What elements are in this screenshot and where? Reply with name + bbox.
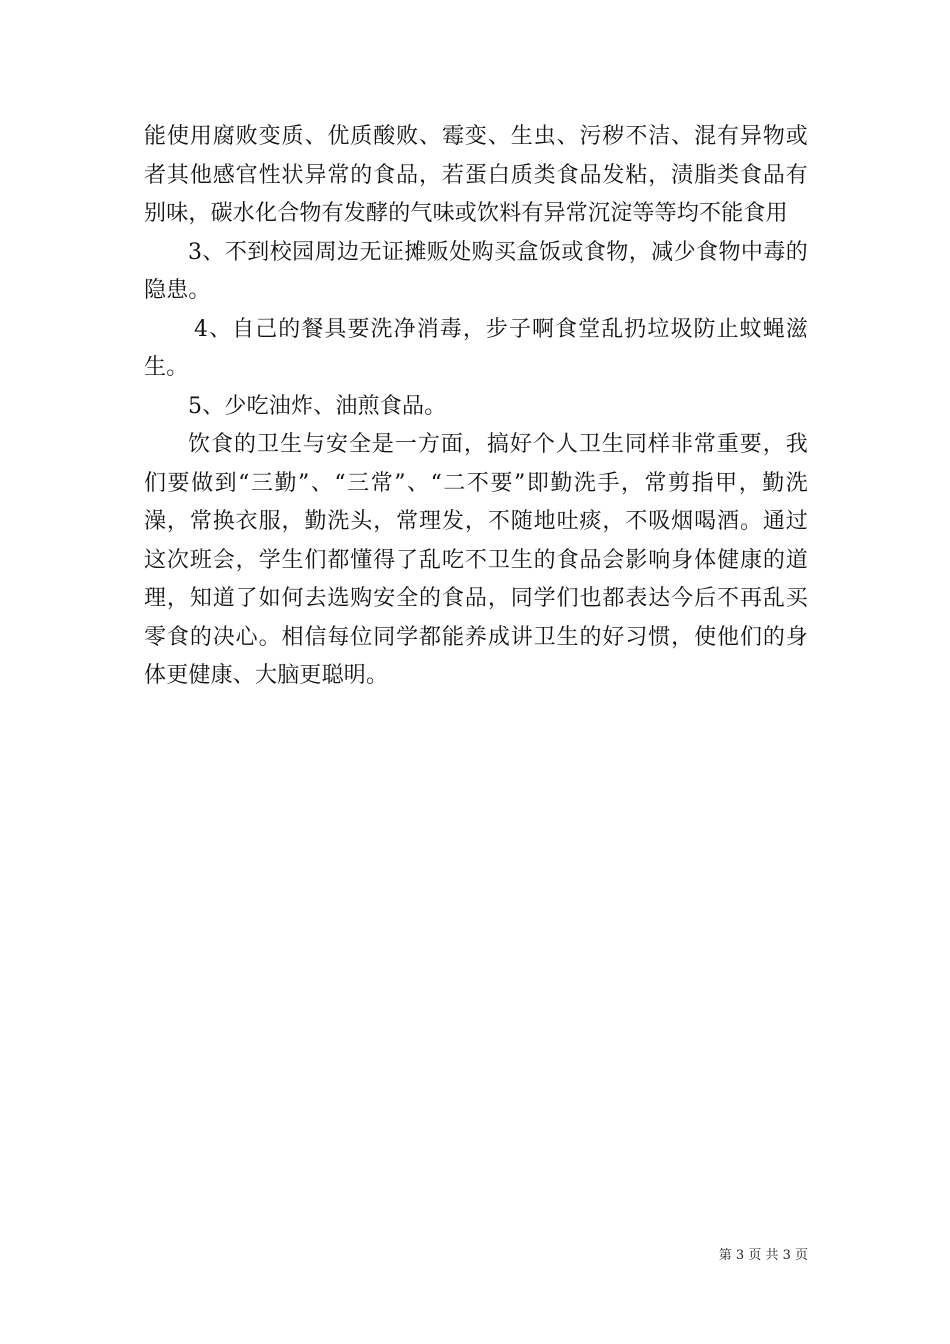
paragraph-item-4: 4、自己的餐具要洗净消毒，步子啊食堂乱扔垃圾防止蚊蝇滋生。 <box>144 316 808 380</box>
paragraph-food-quality: 能使用腐败变质、优质酸败、霉变、生虫、污秽不洁、混有异物或者其他感官性状异常的食品，若蛋白质类食品发粘，渍脂类食品有别味，碳水化合物有发酵的气味或饮料有异常沉淀等等均不能食用 <box>144 124 808 226</box>
page-number-footer: 第 3 页 共 3 页 <box>718 1248 808 1263</box>
paragraph-item-5: 5、少吃油炸、油煎食品。 <box>188 393 447 419</box>
paragraph-conclusion: 饮食的卫生与安全是一方面，搞好个人卫生同样非常重要，我们要做到“三勤”、“三常”、“二不要”即勤洗手，常剪指甲，勤洗澡，常换衣服，勤洗头，常理发，不随地吐痰，不吸烟喝酒。通过这次班会，学生们都懂得了乱吃不卫生的食品会影响身体健康的道理，知道了如何去选购安全的食品，同学们也都表达今后不再乱买零食的决心。相信每位同学都能养成讲卫生的好习惯，使他们的身体更健康、大脑更聪明。 <box>144 432 808 688</box>
document-body <box>144 118 808 696</box>
paragraph-item-3: 3、不到校园周边无证摊贩处购买盒饭或食物，减少食物中毒的隐患。 <box>144 239 808 303</box>
